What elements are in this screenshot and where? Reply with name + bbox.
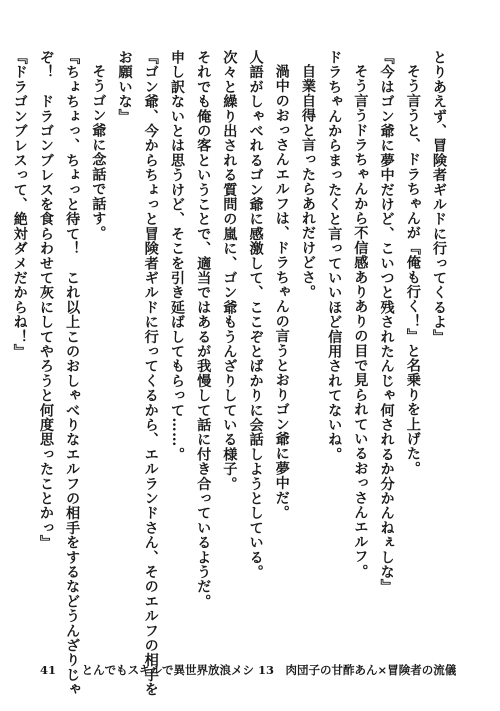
text-line: 『ドラゴンブレスって、絶対ダメだからね！』 [11,50,28,359]
text-line: それでも俺の客ということで、適当ではあるが我慢して話に付き合っているようだ。 [195,50,212,609]
text-line: 『ゴン爺、今からちょっと冒険者ギルドに行ってくるから、エルランドさん、そのエルフの相手を [142,50,159,697]
text-line: そうゴン爺に念話で話す。 [90,64,107,241]
page-number: 41 [40,663,57,677]
text-line: 次々と繰り出される質問の嵐に、ゴン爺もうんざりしている様子。 [221,50,238,491]
text-line: 申し訳ないとは思うけど、そこを引き延ばしてもらって……。 [168,50,185,462]
text-line: お願いな』 [116,50,133,124]
text-line: そう言うと、ドラちゃんが『俺も行く！』と名乗りを上げた。 [404,64,421,476]
text-line: そう言うドラちゃんから不信感ありありの目で見られているおっさんエルフ。 [352,64,369,579]
text-line: ぞ！ ドラゴンブレスを食らわせて灰にしてやろうと何度思ったことかっ』 [37,50,54,550]
text-line: ドラちゃんからまったくと言っていいほど信用されてないね。 [326,50,343,462]
text-line: 渦中のおっさんエルフは、ドラちゃんの言うとおりゴン爺に夢中だ。 [273,64,290,520]
text-line: 『ちょちょっ、ちょっと待て！ これ以上このおしゃべりなエルフの相手をするなどうんざりじゃ [64,50,81,697]
text-line: 自業自得と言ったらあれだけどさ。 [299,64,316,300]
text-line: 人語がしゃべれるゴン爺に感激して、ここぞとばかりに会話しようとしている。 [247,50,264,580]
text-line: とりあえず、冒険者ギルドに行ってくるよ』 [431,50,447,344]
text-line: 『今はゴン爺に夢中だけど、こいつと残されたんじゃ何されるか分かんねぇしな』 [378,50,395,594]
page-footer [40,662,456,678]
running-title: とんでもスキルで異世界放浪メシ 13 肉団子の甘酢あん×冒険者の流儀 [81,663,457,677]
